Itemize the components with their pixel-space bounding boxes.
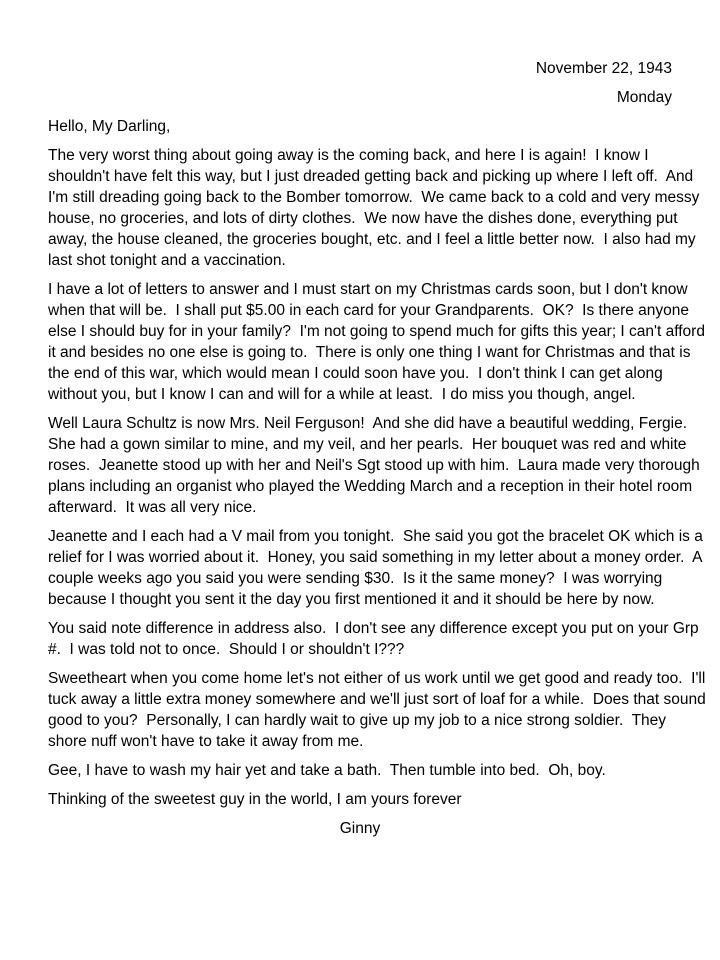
letter-body [48,145,706,810]
letter-line: Well Laura Schultz is now Mrs. Neil Ferguson! And she did have a beautiful wedding, Fergie. [48,415,687,432]
letter-line: afterward. It was all very nice. [48,499,257,516]
letter-line: the end of this war, which would mean I could soon have you. I don't think I can get along [48,365,663,382]
letter-line: away, the house cleaned, the groceries bought, etc. and I feel a little better now. I also had my [48,231,696,248]
paragraph [48,668,706,752]
day-text: Monday [616,89,672,106]
letter-line: good to you? Personally, I can hardly wait to give up my job to a nice strong soldier. They [48,712,667,729]
salutation-text: Hello, My Darling, [48,118,171,135]
letter-line: Sweetheart when you come home let's not either of us work until we get good and ready too. I'll [48,670,706,687]
letter-line: last shot tonight and a vaccination. [48,252,286,269]
letter-line: roses. Jeanette stood up with her and Neil's Sgt stood up with him. Laura made very thorough [48,457,700,474]
letter-line: shore nuff won't have to take it away from me. [48,733,364,750]
paragraph [48,789,672,810]
paragraph [48,145,700,271]
letter-line: tuck away a little extra money somewhere and we'll just sort of loaf for a while. Does that sound [48,691,706,708]
paragraph [48,526,703,610]
letter-line: couple weeks ago you said you were sending $30. Is it the same money? I was worrying [48,570,663,587]
letter-line: when that will be. I shall put $5.00 in each card for your Grandparents. OK? Is there anyone [48,302,690,319]
letter-line: I have a lot of letters to answer and I must start on my Christmas cards soon, but I don't know [48,281,688,298]
letter-line: Gee, I have to wash my hair yet and take a bath. Then tumble into bed. Oh, boy. [48,762,606,779]
paragraph [48,760,672,781]
signature-block [48,818,672,839]
letter-line: relief for I was worried about it. Honey, you said something in my letter about a money order. A [48,549,703,566]
letter-line: I'm still dreading going back to the Bomber tomorrow. We came back to a cold and very messy [48,189,700,206]
letter-line: else I should buy for in your family? I'm not going to spend much for gifts this year; I can't afford [48,323,705,340]
paragraph [48,279,705,405]
dayline [48,87,672,108]
letter-line: it and besides no one else is going to. There is only one thing I want for Christmas and that is [48,344,691,361]
letter-line: You said note difference in address also. I don't see any difference except you put on your Grp [48,620,699,637]
signature-text: Ginny [339,820,381,837]
letter-line: shouldn't have felt this way, but I just dreaded getting back and picking up where I left off. And [48,168,694,185]
letter-line: house, no groceries, and lots of dirty clothes. We now have the dishes done, everything put [48,210,678,227]
letter-line: #. I was told not to once. Should I or shouldn't I??? [48,641,405,658]
letter-line: She had a gown similar to mine, and my veil, and her pearls. Her bouquet was red and white [48,436,687,453]
date-text: November 22, 1943 [535,60,672,77]
paragraph [48,413,700,518]
dateline [48,58,672,79]
salutation [48,116,672,137]
letter-line: because I thought you sent it the day you first mentioned it and it should be here by now. [48,591,655,608]
letter-line: Jeanette and I each had a V mail from you tonight. She said you got the bracelet OK which is a [48,528,703,545]
paragraph [48,618,699,660]
letter-line: Thinking of the sweetest guy in the world, I am yours forever [48,791,462,808]
letter-line: The very worst thing about going away is the coming back, and here I is again! I know I [48,147,649,164]
letter-line: plans including an organist who played the Wedding March and a reception in their hotel room [48,478,693,495]
letter-line: without you, but I know I can and will for a while at least. I do miss you though, angel. [48,386,636,403]
